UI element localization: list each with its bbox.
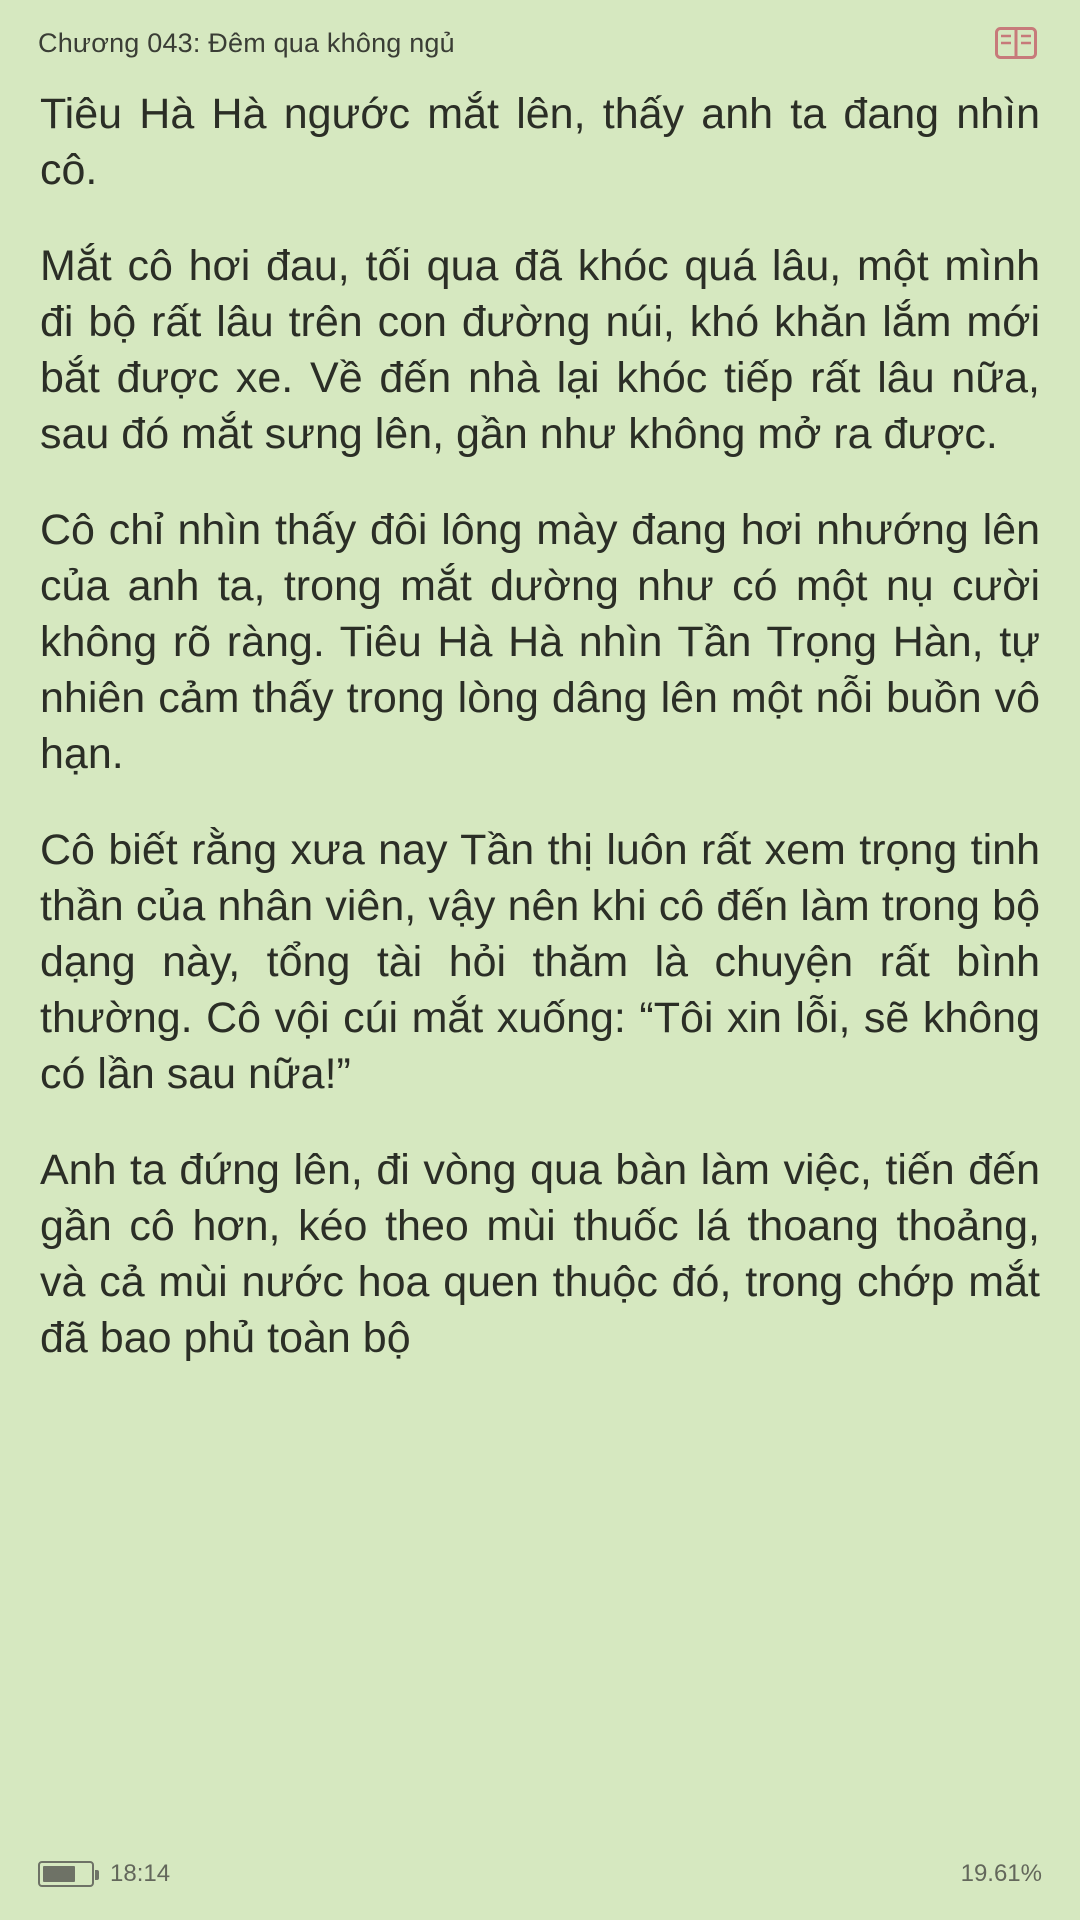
bookmark-button[interactable] (990, 17, 1042, 69)
reader-footer (0, 1842, 1080, 1920)
battery-icon (38, 1861, 94, 1887)
paragraph: Mắt cô hơi đau, tối qua đã khóc quá lâu, một mình đi bộ rất lâu trên con đường núi, khó khăn lắm mới bắt được xe. Về đến nhà lại khóc tiếp rất lâu nữa, sau đó mắt sưng lên, gần như không mở ra được. (40, 242, 1040, 458)
paragraph: Cô biết rằng xưa nay Tần thị luôn rất xem trọng tinh thần của nhân viên, vậy nên khi cô đến làm trong bộ dạng này, tổng tài hỏi thăm là chuyện rất bình thường. Cô vội cúi mắt xuống: “Tôi xin lỗi, sẽ không có lần sau nữa!” (40, 826, 1040, 1098)
paragraph: Tiêu Hà Hà ngước mắt lên, thấy anh ta đang nhìn cô. (40, 90, 1040, 194)
clock-label: 18:14 (110, 1860, 171, 1887)
paragraph: Anh ta đứng lên, đi vòng qua bàn làm việc, tiến đến gần cô hơn, kéo theo mùi thuốc lá thoang thoảng, và cả mùi nước hoa quen thuộc đó, trong chớp mắt đã bao phủ toàn bộ (40, 1146, 1040, 1362)
chapter-content[interactable] (0, 86, 1080, 1842)
chapter-title: Chương 043: Đêm qua không ngủ (38, 27, 455, 58)
status-left (38, 1860, 170, 1888)
reader-header (0, 0, 1080, 86)
battery-fill (43, 1866, 75, 1882)
reading-progress-label: 19.61% (960, 1860, 1042, 1887)
book-open-icon (995, 26, 1037, 60)
paragraph: Cô chỉ nhìn thấy đôi lông mày đang hơi nhướng lên của anh ta, trong mắt dường như có một nụ cười không rõ ràng. Tiêu Hà Hà nhìn Tần Trọng Hàn, tự nhiên cảm thấy trong lòng dâng lên một nỗi buồn vô hạn. (40, 506, 1040, 778)
